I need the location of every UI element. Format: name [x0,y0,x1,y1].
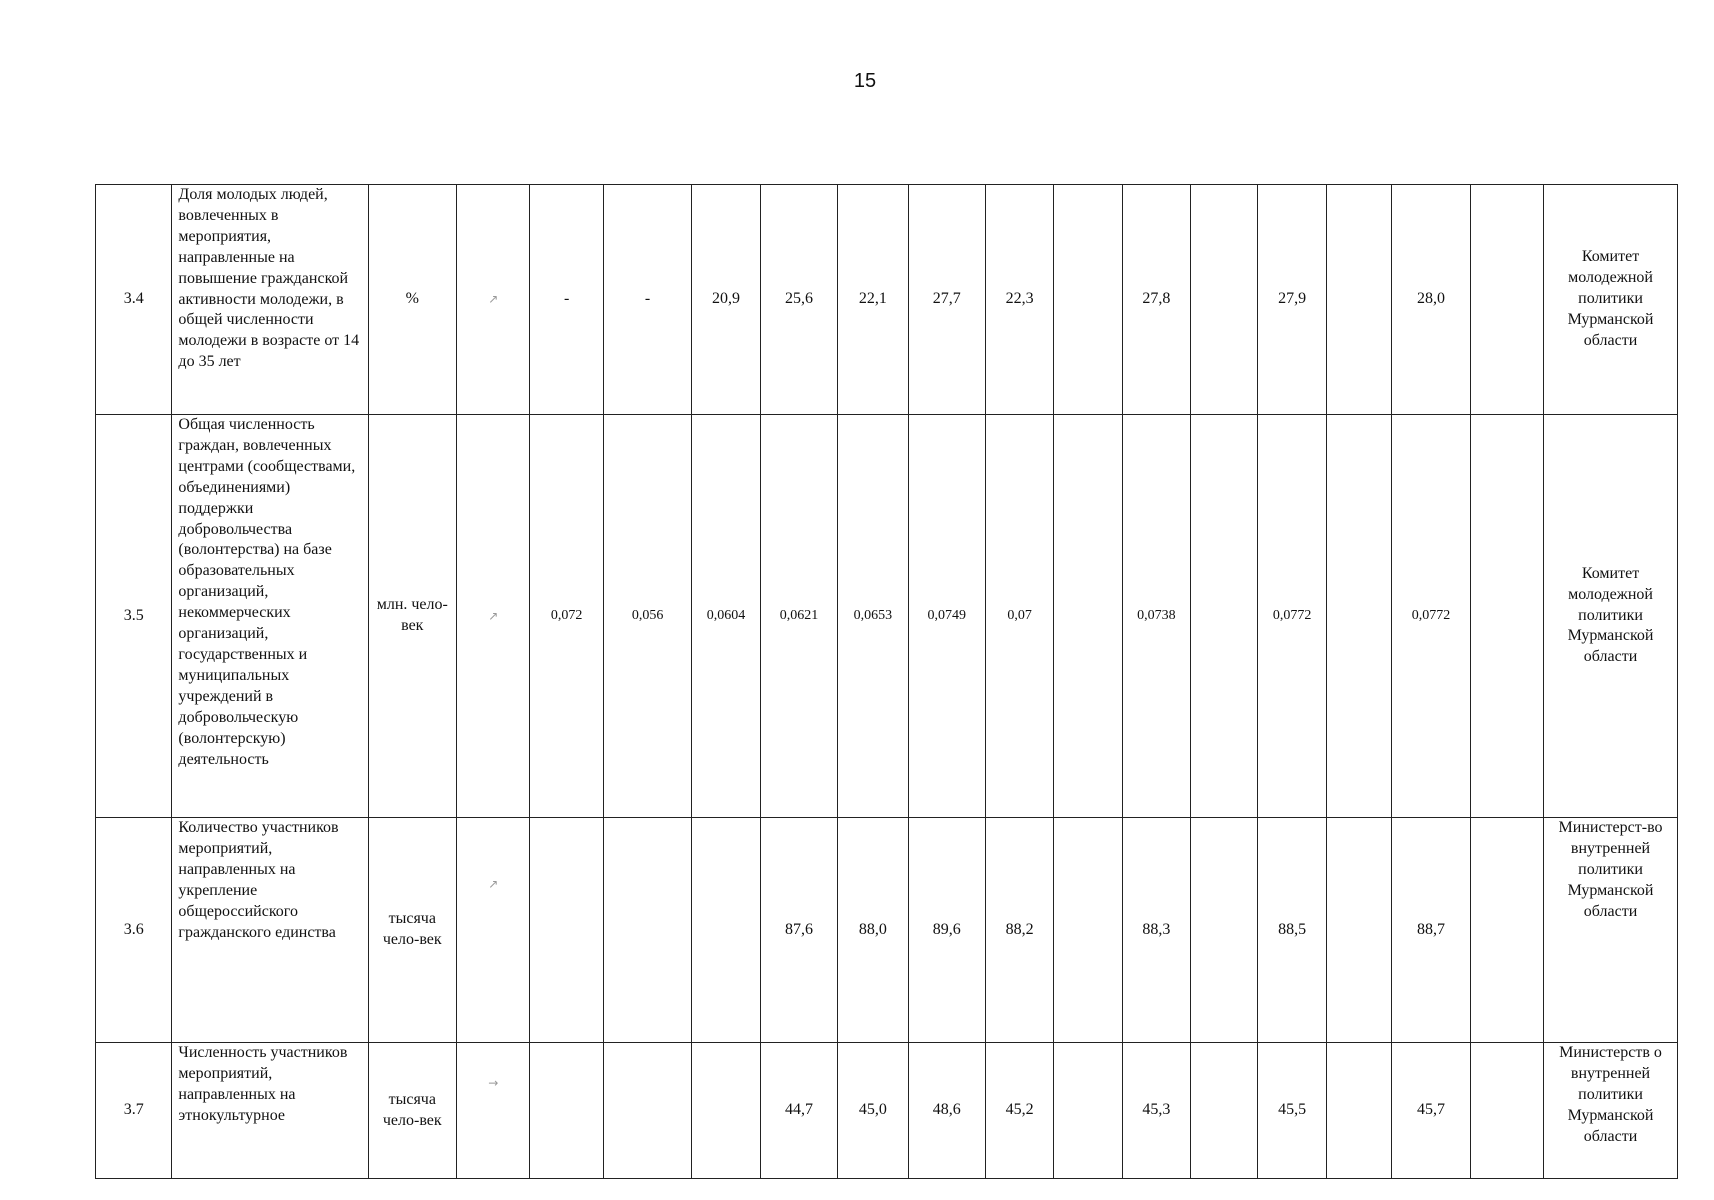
trend-cell [457,185,530,415]
indicator-name: Общая численность граждан, вовлеченных центрами (сообществами, объединениями) поддержки добровольчества (волонтерства) на базе образовательных организаций, некоммерческих организаций, государственных и муниципальных учреждений в добровольческую (волонтерскую) деятельность [172,415,368,818]
value-cell [1326,1043,1391,1179]
value-cell: 89,6 [908,818,985,1043]
page-number: 15 [853,70,877,92]
value-cell: 88,7 [1392,818,1470,1043]
indicator-name: Количество участников мероприятий, направленных на укрепление общероссийского гражданского единства [172,818,368,1043]
value-cell: 22,1 [838,185,908,415]
value-cell: 88,3 [1122,818,1190,1043]
value-cell: - [530,185,603,415]
value-cell: 88,2 [985,818,1053,1043]
trend-arrow-icon: ↗ [488,608,499,623]
value-cell [1054,185,1122,415]
value-cell [1054,415,1122,818]
table-row [96,415,1678,818]
unit-cell: млн. чело-век [368,415,457,818]
responsible-agency: Министерст-во внутренней политики Мурманской области [1544,818,1678,1043]
value-cell: 27,8 [1122,185,1190,415]
value-cell [603,1043,692,1179]
responsible-agency: Министерств о внутренней политики Мурманской области [1544,1043,1678,1179]
value-cell [530,818,603,1043]
unit-cell: тысяча чело-век [368,818,457,1043]
value-cell: 0,0738 [1122,415,1190,818]
value-cell [1054,1043,1122,1179]
value-cell: - [603,185,692,415]
value-cell [1054,818,1122,1043]
table-body [96,185,1678,1179]
indicator-name: Численность участников мероприятий, направленных на этнокультурное [172,1043,368,1179]
value-cell: 45,7 [1392,1043,1470,1179]
value-cell: 87,6 [760,818,837,1043]
value-cell [1470,415,1543,818]
value-cell: 25,6 [760,185,837,415]
value-cell: 0,056 [603,415,692,818]
trend-cell [457,1043,530,1179]
responsible-agency: Комитет молодежной политики Мурманской области [1544,185,1678,415]
value-cell [1191,1043,1258,1179]
value-cell: 48,6 [908,1043,985,1179]
value-cell [692,818,760,1043]
value-cell [1470,818,1543,1043]
value-cell: 0,0749 [908,415,985,818]
value-cell [1470,1043,1543,1179]
value-cell: 0,0772 [1392,415,1470,818]
value-cell: 22,3 [985,185,1053,415]
unit-cell: тысяча чело-век [368,1043,457,1179]
value-cell [1326,818,1391,1043]
value-cell [603,818,692,1043]
value-cell [1470,185,1543,415]
indicators-table [95,184,1678,1179]
value-cell [1326,185,1391,415]
value-cell [530,1043,603,1179]
trend-cell [457,415,530,818]
value-cell: 28,0 [1392,185,1470,415]
table-row [96,1043,1678,1179]
row-number: 3.5 [96,415,172,818]
value-cell: 44,7 [760,1043,837,1179]
value-cell: 88,0 [838,818,908,1043]
value-cell: 20,9 [692,185,760,415]
value-cell [692,1043,760,1179]
value-cell: 27,7 [908,185,985,415]
value-cell [1191,818,1258,1043]
table-row [96,818,1678,1043]
value-cell: 45,5 [1258,1043,1326,1179]
value-cell: 0,0604 [692,415,760,818]
unit-cell: % [368,185,457,415]
value-cell: 0,0621 [760,415,837,818]
row-number: 3.6 [96,818,172,1043]
row-number: 3.4 [96,185,172,415]
trend-arrow-icon: → [488,1076,499,1090]
value-cell: 27,9 [1258,185,1326,415]
indicator-name: Доля молодых людей, вовлеченных в мероприятия, направленные на повышение гражданской активности молодежи, в общей численности молодежи в возрасте от 14 до 35 лет [172,185,368,415]
value-cell [1191,415,1258,818]
row-number: 3.7 [96,1043,172,1179]
value-cell [1191,185,1258,415]
value-cell [1326,415,1391,818]
table-row [96,185,1678,415]
value-cell: 0,072 [530,415,603,818]
value-cell: 45,3 [1122,1043,1190,1179]
responsible-agency: Комитет молодежной политики Мурманской области [1544,415,1678,818]
trend-arrow-icon: ↗ [488,292,499,307]
value-cell: 0,0653 [838,415,908,818]
value-cell: 45,0 [838,1043,908,1179]
trend-arrow-icon: ↗ [488,877,499,891]
value-cell: 45,2 [985,1043,1053,1179]
value-cell: 0,07 [985,415,1053,818]
value-cell: 0,0772 [1258,415,1326,818]
value-cell: 88,5 [1258,818,1326,1043]
trend-cell [457,818,530,1043]
